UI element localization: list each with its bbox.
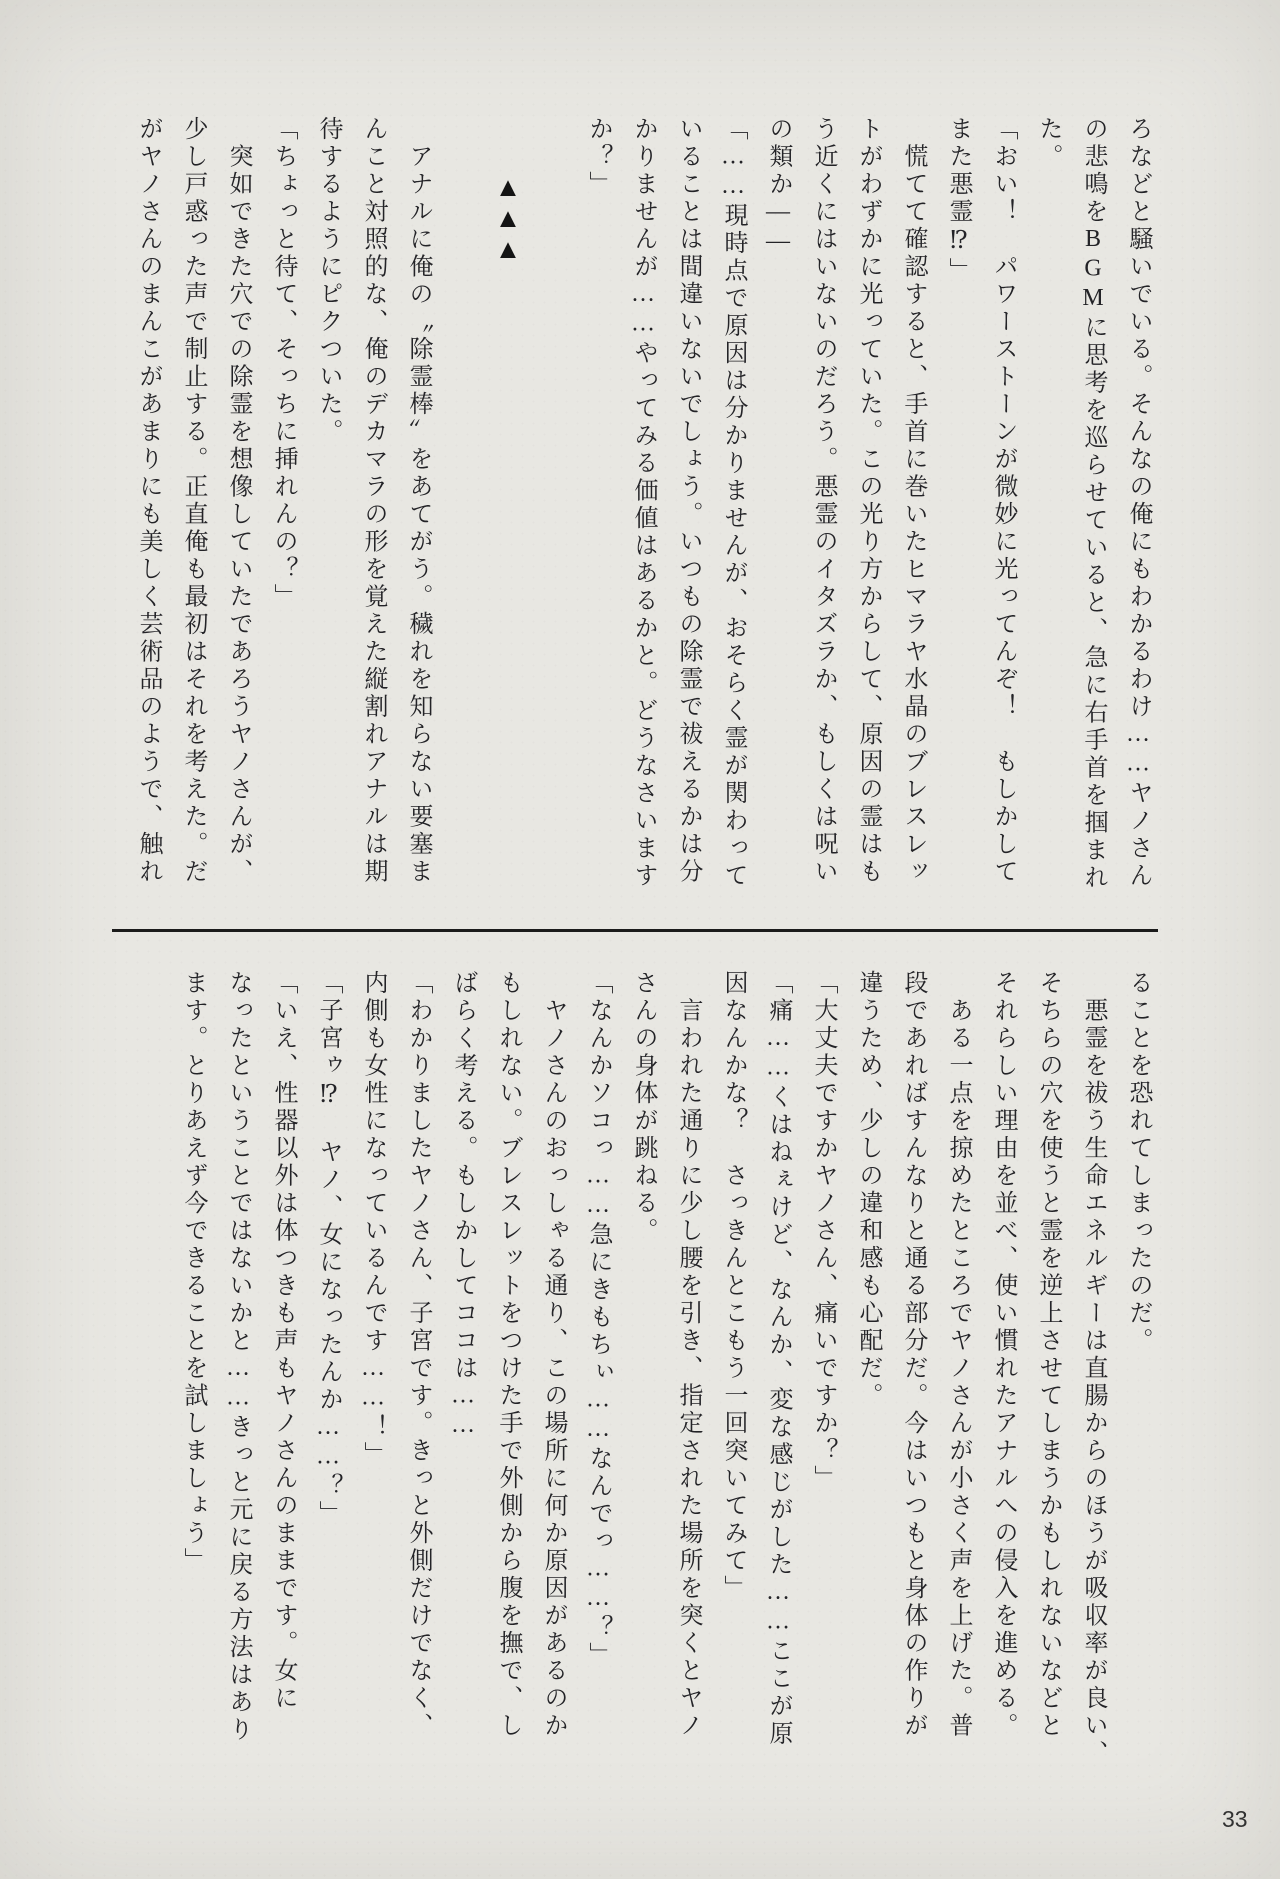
text-line: の類か―― [765, 116, 791, 258]
text-line: 「……現時点で原因は分かりませんが、おそらく霊が関わって [720, 116, 746, 890]
text-line: 悪霊を祓う生命エネルギーは直腸からのほうが吸収率が良い、 [1080, 970, 1106, 1768]
text-line: ヤノさんのおっしゃる通り、この場所に何か原因があるのか [540, 970, 566, 1740]
text-line: う近くにはいないのだろう。悪霊のイタズラか、もしくは呪い [810, 116, 836, 886]
text-line: もしれない。ブレスレットをつけた手で外側から腹を撫で、し [495, 970, 521, 1740]
text-line: 待するようにピクついた。 [315, 116, 341, 446]
text-line: また悪霊⁉」 [945, 116, 971, 285]
text-line [440, 116, 485, 902]
top-text-block [125, 116, 1160, 902]
section-divider-line [112, 929, 1158, 932]
text-line: 「わかりましたヤノさん、子宮です。きっと外側だけでなく、 [405, 970, 431, 1740]
bottom-text-block [170, 970, 1160, 1768]
text-line: か？」 [585, 116, 611, 199]
text-line: ある一点を掠めたところでヤノさんが小さく声を上げた。普 [945, 970, 971, 1740]
text-line: トがわずかに光っていた。この光り方からして、原因の霊はも [855, 116, 881, 886]
text-line: 「大丈夫ですかヤノさん、痛いですか？」 [810, 970, 836, 1493]
text-line: そちらの穴を使うと霊を逆上させてしまうかもしれないなどと [1035, 970, 1061, 1740]
text-line: 違うため、少しの違和感も心配だ。 [855, 970, 881, 1410]
text-line: ろなどと騒いでいる。そんなの俺にもわかるわけ……ヤノさん [1125, 116, 1151, 890]
text-line: ばらく考える。もしかしてココは…… [450, 970, 476, 1442]
text-line: 「おい！ パワーストーンが微妙に光ってんぞ！ もしかして [990, 116, 1016, 886]
text-line: 因なんかな？ さっきんとこもう一回突いてみて」 [720, 970, 746, 1603]
text-line: 少し戸惑った声で制止する。正直俺も最初はそれを考えた。だ [180, 116, 206, 886]
text-line: た。 [1035, 116, 1061, 171]
text-line: 言われた通りに少し腰を引き、指定された場所を突くとヤノ [675, 970, 701, 1740]
text-line: それらしい理由を並べ、使い慣れたアナルへの侵入を進める。 [990, 970, 1016, 1740]
text-line: 「ちょっと待て、そっちに挿れんの？」 [270, 116, 296, 611]
text-line: 「痛……くはねぇけど、なんか、変な感じがした……ここが原 [765, 970, 791, 1748]
scene-break-marker: ▲▲▲ [493, 116, 523, 265]
text-line: 段であればすんなりと通る部分だ。今はいつもと身体の作りが [900, 970, 926, 1740]
text-line: 「子宮ゥ⁉ ヤノ、女になったんか……？」 [315, 970, 341, 1528]
text-line: 突如できた穴での除霊を想像していたであろうヤノさんが、 [225, 116, 251, 886]
text-line [530, 116, 575, 902]
text-line: さんの身体が跳ねる。 [630, 970, 656, 1245]
text-line: 慌てて確認すると、手首に巻いたヒマラヤ水晶のブレスレッ [900, 116, 926, 886]
text-line: がヤノさんのまんこがあまりにも美しく芸術品のようで、触れ [135, 116, 161, 886]
text-line: 「いえ、性器以外は体つきも声もヤノさんのままです。女に [270, 970, 296, 1713]
page-number: 33 [1222, 1806, 1248, 1832]
text-line: んこと対照的な、俺のデカマラの形を覚えた縦割れアナルは期 [360, 116, 386, 886]
text-line: なったということではないかと……きっと元に戻る方法はあり [225, 970, 251, 1744]
text-line: ます。とりあえず今できることを試しましょう」 [180, 970, 206, 1575]
text-line: かりませんが……やってみる価値はあるかと。どうなさいます [630, 116, 656, 890]
text-line: ることを恐れてしまったのだ。 [1125, 970, 1151, 1355]
text-line: 「なんかソコっ……急にきもちぃ……なんでっ……？」 [585, 970, 611, 1670]
text-line: 内側も女性になっているんです……！」 [360, 970, 386, 1469]
text-line: の悲鳴をBGMに思考を巡らせていると、急に右手首を掴まれ [1080, 116, 1106, 892]
text-line: いることは間違いないでしょう。いつもの除霊で祓えるかは分 [675, 116, 701, 886]
text-line: アナルに俺の〝除霊棒〟をあてがう。穢れを知らない要塞ま [405, 116, 431, 886]
